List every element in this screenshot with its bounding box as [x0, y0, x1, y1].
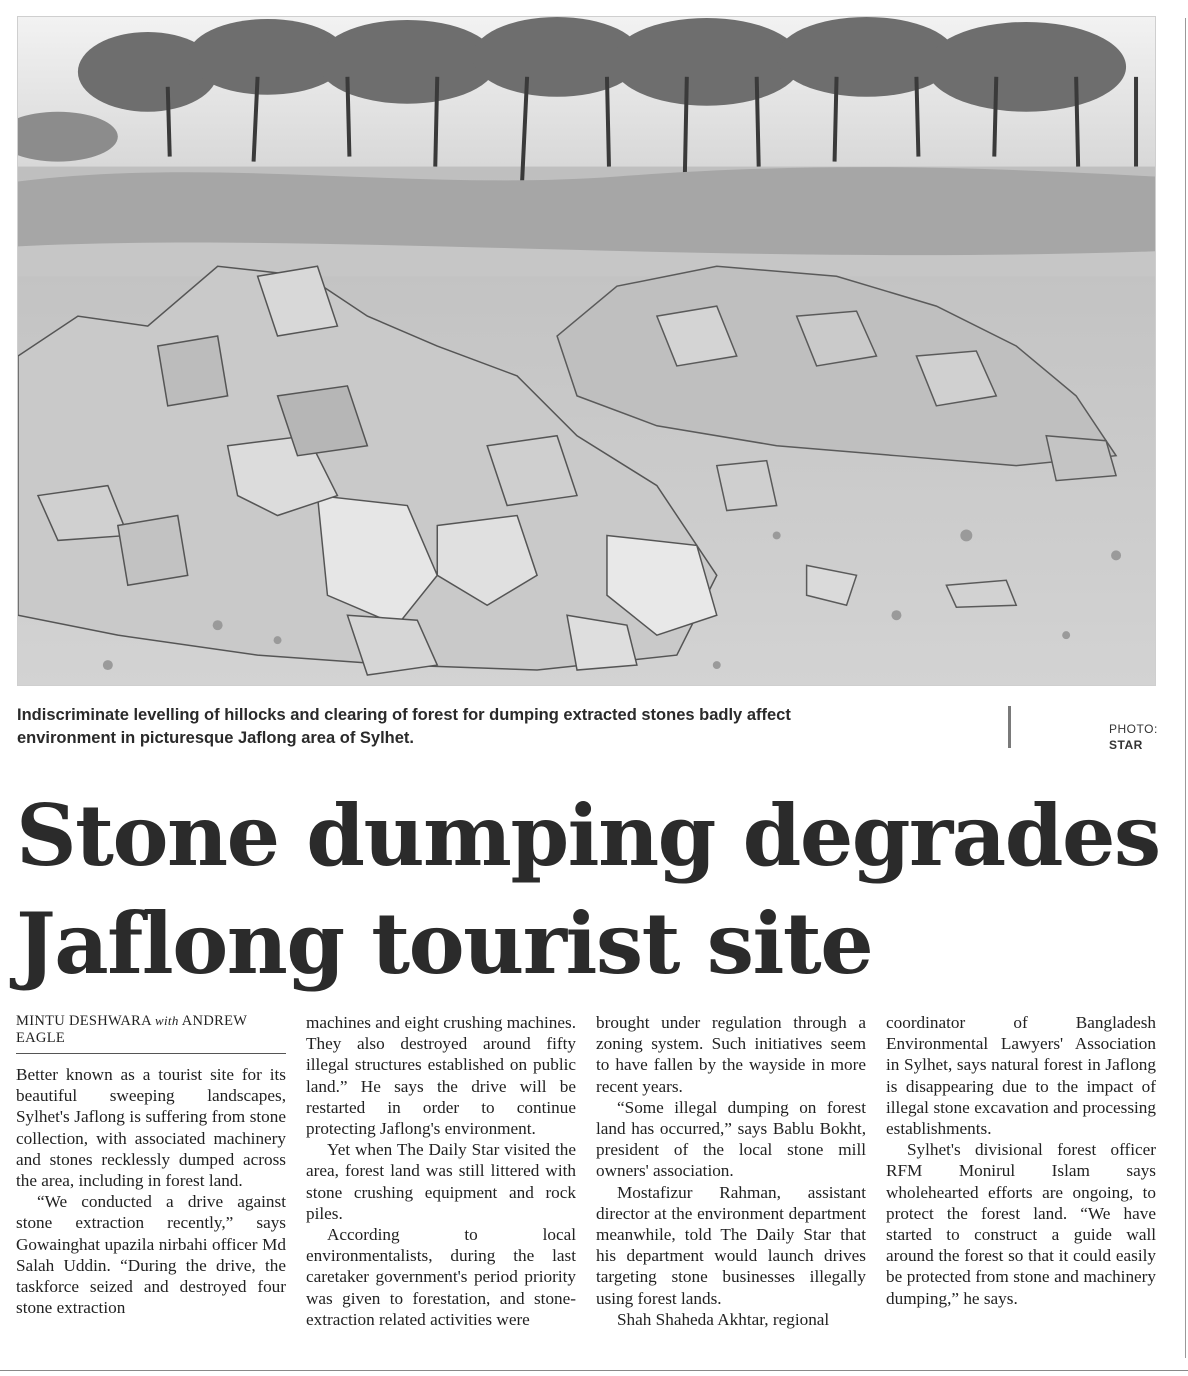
paragraph: Mostafizur Rahman, assistant director at the environment department meanwhile, told The Daily Star that his department would launch drives targeting stone businesses illegally using forest lands. — [596, 1182, 866, 1308]
byline — [16, 1012, 286, 1054]
photo-credit-label: PHOTO: — [1109, 722, 1158, 736]
paragraph: “Some illegal dumping on forest land has occurred,” says Bablu Bokht, president of the local stone mill owners' association. — [596, 1097, 866, 1181]
caption-divider — [1008, 706, 1011, 748]
byline-author-1: MINTU DESHWARA — [16, 1013, 152, 1029]
headline: Stone dumping degrades Jaflong tourist site — [16, 786, 1160, 993]
byline-joiner: with — [155, 1013, 179, 1028]
stone-piles-illustration — [18, 17, 1155, 685]
article-column-1 — [16, 1012, 286, 1357]
photo-credit-source: STAR — [1109, 738, 1143, 752]
paragraph: Sylhet's divisional forest officer RFM Monirul Islam says wholehearted efforts are ongoing, to protect the forest land. “We have started to construct a guide wall around the forest so that it could easily be protected from stone and machinery dumping,” he says. — [886, 1140, 1156, 1308]
paragraph: According to local environmentalists, during the last caretaker government's period priority was given to forestation, and stone-extraction related activities were — [306, 1225, 576, 1329]
article-column-2 — [306, 1012, 576, 1357]
paragraph: brought under regulation through a zoning system. Such initiatives seem to have fallen by the wayside in more recent years. — [596, 1013, 866, 1096]
page-edge-rule — [1185, 18, 1186, 1358]
photo-credit — [1109, 721, 1158, 753]
paragraph: coordinator of Bangladesh Environmental Lawyers' Association in Sylhet, says natural forest in Jaflong is disappearing due to the impact of illegal stone excavation and processing establishments. — [886, 1013, 1156, 1139]
byline-author-2: ANDREW EAGLE — [16, 1013, 247, 1046]
article-column-3 — [596, 1012, 866, 1357]
paragraph: Yet when The Daily Star visited the area, forest land was still littered with stone crushing equipment and rock piles. — [306, 1140, 576, 1223]
paragraph: machines and eight crushing machines. They also destroyed around fifty illegal structures established on public land.” He says the drive will be restarted in order to continue protecting Jaflong's environment. — [306, 1013, 576, 1139]
paragraph: Better known as a tourist site for its beautiful sweeping landscapes, Sylhet's Jaflong is suffering from stone collection, with associated machinery and stones recklessly dumped across the area, including in forest land. — [16, 1065, 286, 1191]
paragraph: Shah Shaheda Akhtar, regional — [617, 1309, 830, 1329]
article-column-4 — [886, 1012, 1156, 1357]
page-bottom-rule — [0, 1370, 1188, 1371]
paragraph: “We conducted a drive against stone extraction recently,” says Gowainghat upazila nirbahi officer Md Salah Uddin. “During the drive, the taskforce seized and destroyed four stone extraction — [16, 1192, 286, 1318]
photo-caption: Indiscriminate levelling of hillocks and clearing of forest for dumping extracted stones badly affect environment in picturesque Jaflong area of Sylhet. — [17, 706, 791, 747]
article-photo — [17, 16, 1156, 686]
